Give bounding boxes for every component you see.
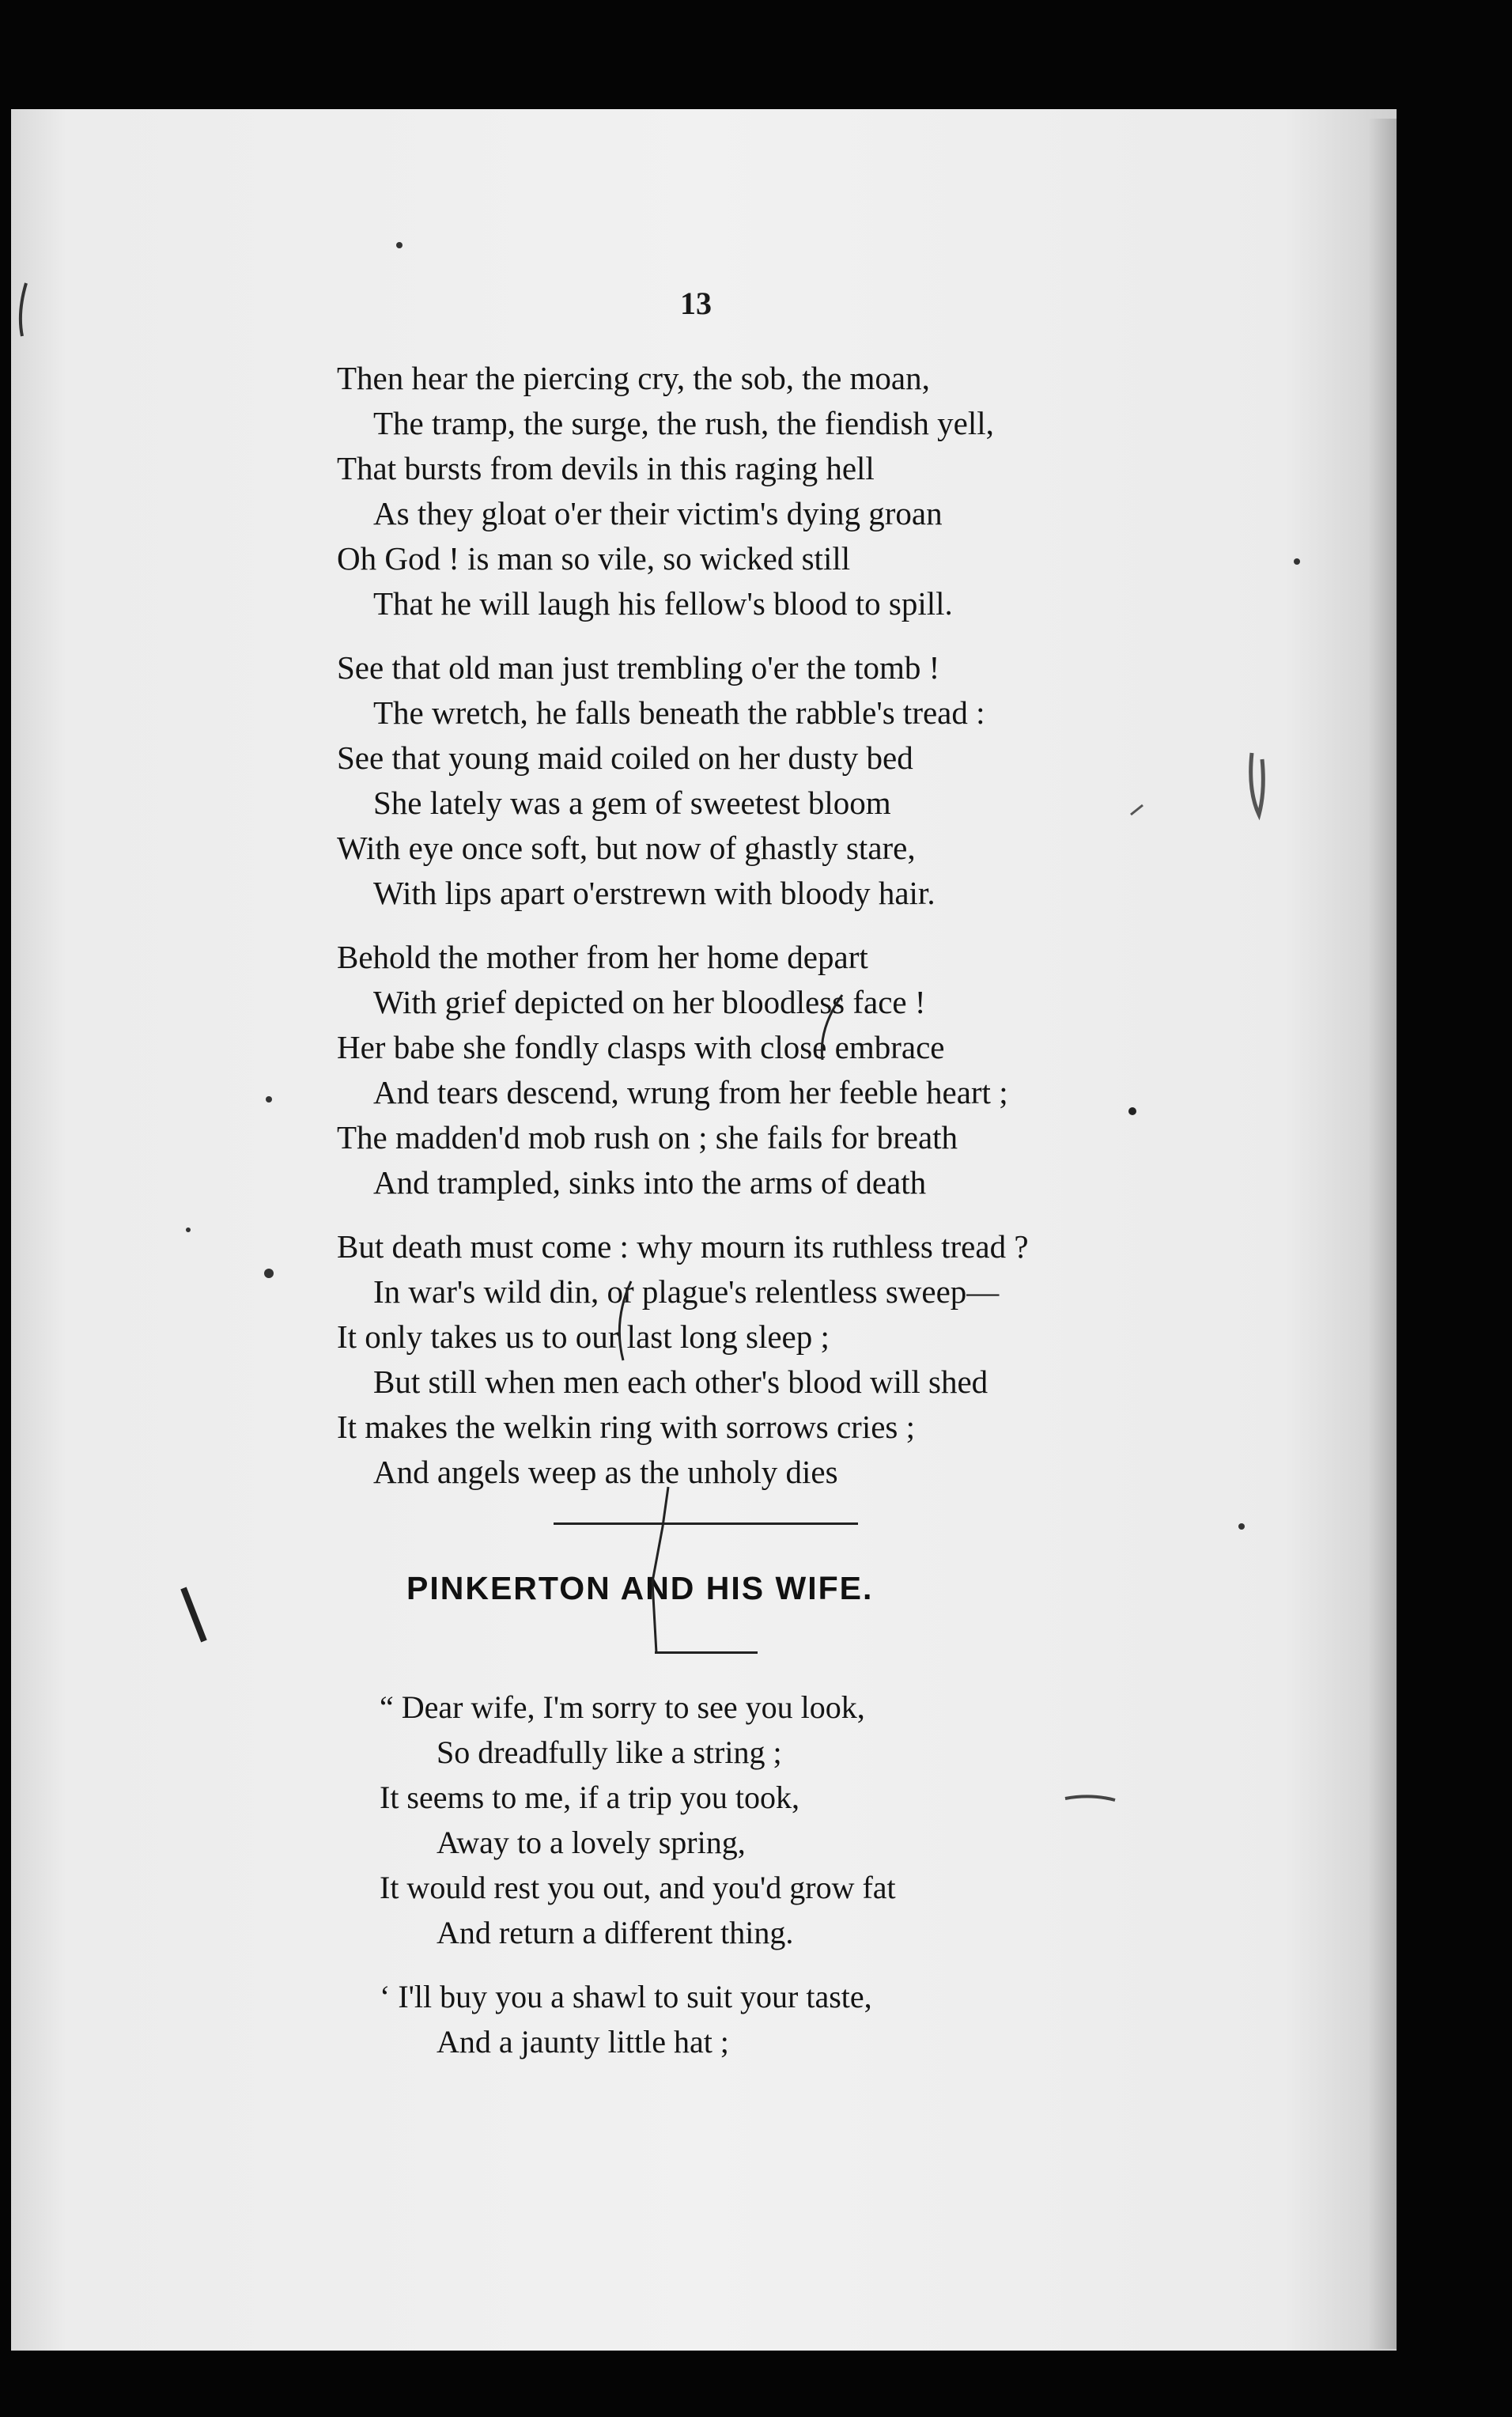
verse-line: Behold the mother from her home depart: [337, 939, 868, 975]
verse-line: And return a different thing.: [437, 1915, 794, 1950]
pen-stroke: [822, 995, 842, 1060]
verse-line: It would rest you out, and you'd grow fat: [380, 1870, 896, 1905]
margin-mark: [21, 283, 26, 336]
pen-stroke: [619, 1281, 631, 1360]
speck: [264, 1269, 274, 1278]
verse-line: But still when men each other's blood will shed: [373, 1364, 988, 1400]
verse-line: As they gloat o'er their victim's dying groan: [373, 495, 943, 531]
margin-mark: [183, 1588, 204, 1641]
verse-line: See that young maid coiled on her dusty bed: [337, 739, 913, 776]
verse-line: Then hear the piercing cry, the sob, the moan,: [337, 360, 930, 396]
verse-line: It makes the welkin ring with sorrows cries ;: [337, 1409, 916, 1445]
poem-title: PINKERTON AND HIS WIFE.: [406, 1570, 874, 1606]
verse-line: The tramp, the surge, the rush, the fiendish yell,: [373, 405, 994, 441]
verse-line: See that old man just trembling o'er the tomb !: [337, 649, 940, 686]
verse-line: And tears descend, wrung from her feeble heart ;: [373, 1074, 1008, 1110]
pen-stroke: [652, 1487, 668, 1653]
verse-line: Her babe she fondly clasps with close embrace: [337, 1029, 945, 1065]
verse-line: In war's wild din, or plague's relentless sweep—: [373, 1273, 1000, 1310]
verse-line: And trampled, sinks into the arms of death: [373, 1164, 927, 1201]
margin-mark: [1251, 753, 1264, 815]
verse-line: The wretch, he falls beneath the rabble's tread :: [373, 694, 985, 731]
speck: [1238, 1523, 1245, 1530]
page-number: 13: [680, 286, 712, 321]
verse-line: Oh God ! is man so vile, so wicked still: [337, 540, 851, 577]
verse-line: She lately was a gem of sweetest bloom: [373, 785, 891, 821]
verse-line: With grief depicted on her bloodless face !: [373, 984, 926, 1020]
verse-line: It seems to me, if a trip you took,: [380, 1780, 800, 1815]
verse-line: That he will laugh his fellow's blood to spill.: [373, 585, 953, 622]
verse-line: So dreadfully like a string ;: [437, 1734, 782, 1770]
margin-mark: [1131, 805, 1143, 815]
speck: [396, 242, 403, 248]
verse-line: The madden'd mob rush on ; she fails for breath: [337, 1119, 958, 1156]
verse-line: With eye once soft, but now of ghastly stare,: [337, 830, 916, 866]
verse-line: Away to a lovely spring,: [437, 1825, 746, 1860]
verse-line: That bursts from devils in this raging hell: [337, 450, 875, 486]
verse-line: “ Dear wife, I'm sorry to see you look,: [380, 1689, 865, 1725]
verse-line: With lips apart o'erstrewn with bloody hair.: [373, 875, 936, 911]
speck: [1128, 1107, 1136, 1115]
verse-line: It only takes us to our last long sleep ;: [337, 1318, 830, 1355]
speck: [186, 1227, 191, 1232]
verse-line: And a jaunty little hat ;: [437, 2024, 729, 2060]
speck: [1294, 558, 1300, 565]
speck: [266, 1096, 272, 1103]
verse-line: And angels weep as the unholy dies: [373, 1454, 838, 1490]
verse-line: ‘ I'll buy you a shawl to suit your taste,: [380, 1979, 872, 2014]
verse-line: But death must come : why mourn its ruthless tread ?: [337, 1228, 1029, 1265]
margin-mark: [1065, 1796, 1115, 1800]
